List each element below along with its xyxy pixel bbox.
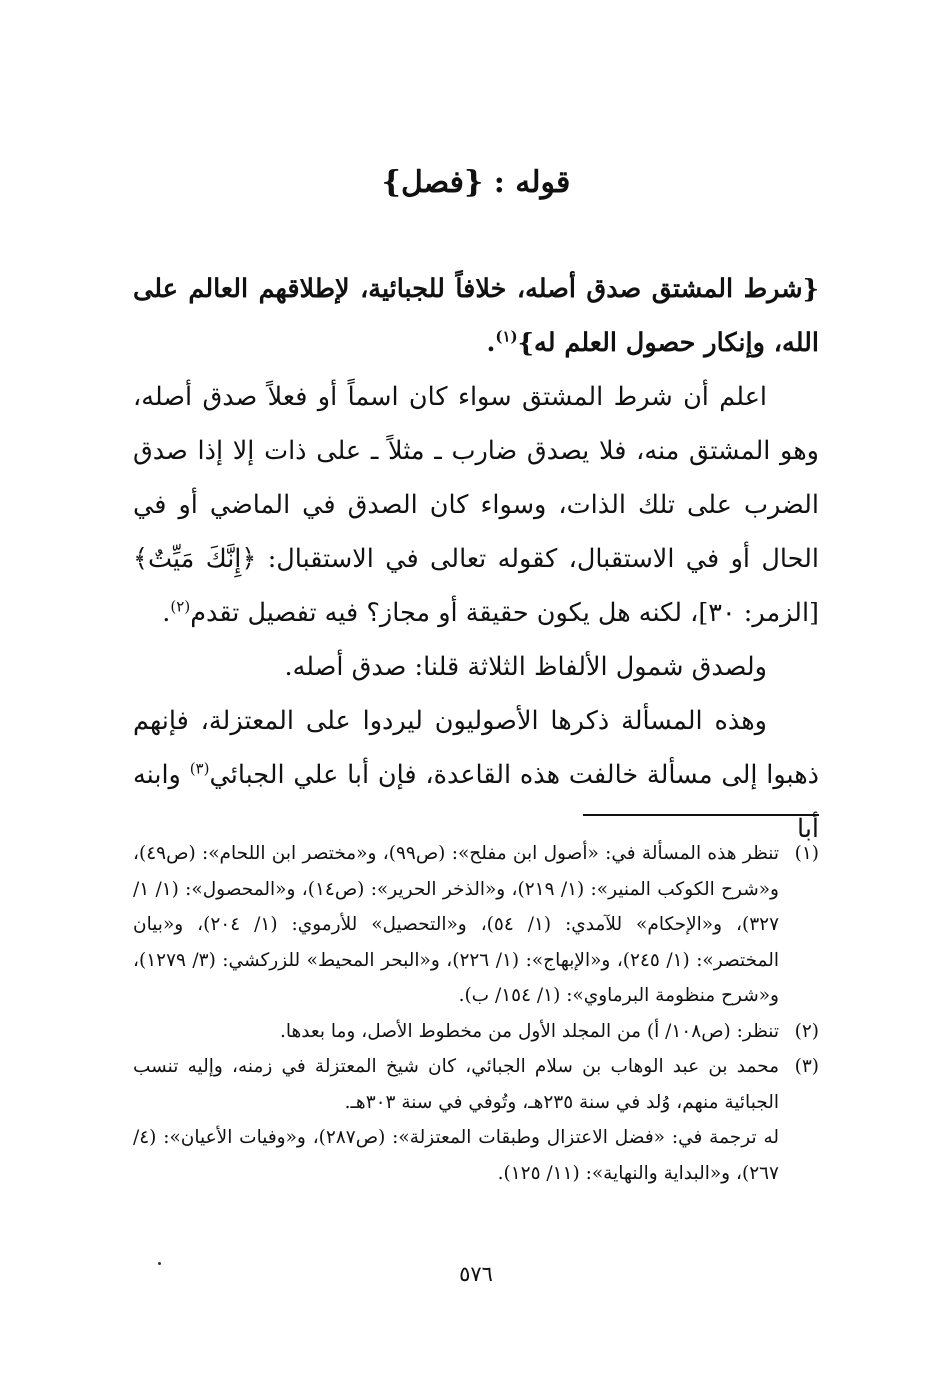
footnote-number: (٢) bbox=[794, 1020, 819, 1042]
footnote-number: (٣) bbox=[794, 1056, 819, 1077]
paragraph-3 bbox=[133, 694, 819, 856]
rule-text: {شرط المشتق صدق أصله، خلافاً للجبائية، لإطلاقهم العالم على الله، وإنكار حصول العلم له} bbox=[133, 274, 819, 358]
footnote-3-continuation: له ترجمة في: «فضل الاعتزال وطبقات المعتزلة»: (ص٢٨٧)، و«وفيات الأعيان»: (٤/ ٢٦٧)، و«البداية والنهاية»: (١١/ ١٢٥). bbox=[133, 1127, 779, 1184]
footnotes bbox=[133, 836, 819, 1191]
section-heading: قوله : {فصل} bbox=[381, 165, 571, 200]
paragraph-1: اعلم أن شرط المشتق سواء كان اسماً أو فعلاً صدق أصله، وهو المشتق منه، فلا يصدق ضارب ـ مثلاً ـ على ذات إلا إذا صدق الضرب على تلك الذات، وسواء كان الصدق في الماضي أو في الحال أو في الاستقبال، كقوله تعالى في الاستقبال: ﴿إِنَّكَ مَيِّتٌ﴾ [الزمر: ٣٠]، لكنه هل يكون حقيقة أو مجاز؟ فيه تفصيل تقدم$^{(٢)}$. bbox=[133, 382, 819, 628]
paragraph-3-text: وهذه المسألة ذكرها الأصوليون ليردوا على المعتزلة، فإنهم ذهبوا إلى مسألة خالفت هذه القاعدة، فإن أبا علي الجبائي bbox=[133, 706, 819, 790]
footnote-1 bbox=[133, 836, 819, 1014]
footnote-ref-1: (١) bbox=[495, 327, 518, 346]
main-text bbox=[133, 262, 819, 856]
footnote-ref-2: (٢) bbox=[170, 597, 191, 616]
footnote-separator bbox=[583, 814, 819, 816]
paragraph-1-text: اعلم أن شرط المشتق سواء كان اسماً أو فعلاً صدق أصله، وهو المشتق منه، فلا يصدق ضارب ـ مثلاً ـ على ذات إلا إذا صدق الضرب على تلك الذات، وسواء كان الصدق في الماضي أو في الحال أو في الاستقبال، كقوله تعالى في الاستقبال: ﴿إِنَّكَ مَيِّتٌ﴾ [الزمر: ٣٠]، لكنه هل يكون حقيقة أو مجاز؟ فيه تفصيل تقدم bbox=[133, 382, 819, 628]
rule-statement: {شرط المشتق صدق أصله، خلافاً للجبائية، لإطلاقهم العالم على الله، وإنكار حصول العلم له}$^{(١)}$. bbox=[133, 274, 819, 358]
footnote-number: (١) bbox=[794, 843, 819, 864]
footnote-text: تنظر هذه المسألة في: «أصول ابن مفلح»: (ص٩٩)، و«مختصر ابن اللحام»: (ص٤٩)، و«شرح الكوكب المنير»: (١/ ٢١٩)، و«الذخر الحرير»: (ص١٤)، و«المحصول»: (١/ ١/ ٣٢٧)، و«الإحكام» للآمدي: (١/ ٥٤)، و«التحصيل» للأرموي: (١/ ٢٠٤)، و«بيان المختصر»: (١/ ٢٤٥)، و«الإبهاج»: (١/ ٢٢٦)، و«البحر المحيط» للزركشي: (٣/ ١٢٧٩)، و«شرح منظومة البرماوي»: (١/ ١٥٤/ ب). bbox=[133, 843, 780, 1006]
footnote-ref-3: (٣) bbox=[189, 759, 210, 778]
footnote-2 bbox=[133, 1014, 819, 1050]
paragraph-2: ولصدق شمول الألفاظ الثلاثة قلنا: صدق أصله. bbox=[284, 652, 767, 682]
paragraph-3-tail: وابنه أبا bbox=[133, 760, 819, 844]
page-number: ٥٧٦ bbox=[459, 1262, 493, 1286]
footnote-3 bbox=[133, 1049, 819, 1120]
footnote-text: محمد بن عبد الوهاب بن سلام الجبائي، كان شيخ المعتزلة في زمنه، وإليه تنسب الجبائية منهم، وُلد في سنة ٢٣٥هـ، وتُوفي في سنة ٣٠٣هـ. bbox=[133, 1056, 779, 1113]
print-speck bbox=[158, 1262, 161, 1265]
footnote-text: تنظر: (ص١٠٨/ أ) من المجلد الأول من مخطوط الأصل، وما بعدها. bbox=[279, 1020, 779, 1042]
